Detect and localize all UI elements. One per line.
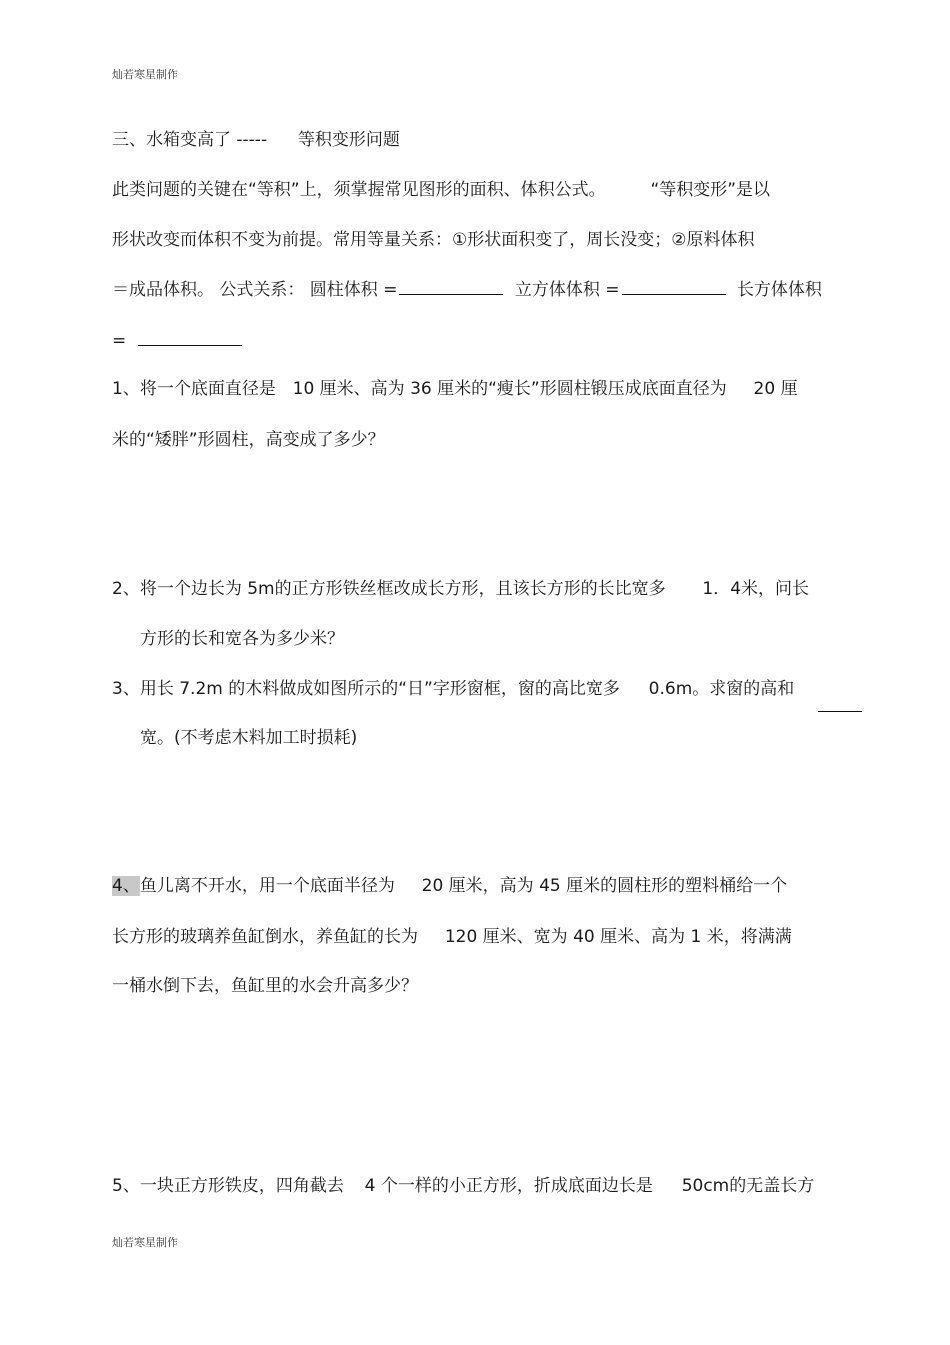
- blank-cube-volume[interactable]: [622, 280, 726, 295]
- problem-1-text-c: 20 厘: [753, 379, 798, 399]
- problem-5-text-a: 5、一块正方形铁皮，四角截去: [112, 1176, 344, 1196]
- problem-2-text-a: 2、将一个边长为 5m的正方形铁丝框改成长方形，且该长方形的长比宽多: [112, 579, 666, 599]
- intro-line-3a: ＝成品体积。 公式关系： 圆柱体积 =: [112, 280, 398, 300]
- problem-4-text-b: 20 厘米，高为 45 厘米的圆柱形的塑料桶给一个: [421, 876, 788, 896]
- intro-line-3: [112, 278, 822, 302]
- section-title-a: 三、水箱变高了: [112, 130, 231, 150]
- problem-1-line-2: 米的“矮胖”形圆柱，高变成了多少？: [112, 430, 385, 450]
- intro-line-2: 形状改变而体积不变为前提。常用等量关系：①形状面积变了，周长没变；②原料体积: [112, 230, 755, 250]
- problem-3-text-b: 0.6m。求窗的高和: [648, 679, 795, 699]
- intro-line-1a: 此类问题的关键在“等积”上，须掌握常见图形的面积、体积公式。: [112, 180, 606, 200]
- section-title: [112, 128, 400, 152]
- problem-1-text-b: 10 厘米、高为 36 厘米的“瘦长”形圆柱锻压成底面直径为: [292, 379, 727, 399]
- problem-4-text-d: 120 厘米、宽为 40 厘米、高为 1 米，将满满: [444, 927, 792, 947]
- problem-1-line-1: [112, 377, 798, 401]
- problem-5-text-b: 4 个一样的小正方形，折成底面边长是: [364, 1176, 653, 1196]
- intro-line-3c: 长方体体积: [736, 280, 822, 300]
- problem-4-line-1: [112, 874, 787, 898]
- problem-3-text-a: 3、用长 7.2m 的木料做成如图所示的“日”字形窗框，窗的高比宽多: [112, 679, 620, 699]
- blank-cylinder-volume[interactable]: [399, 280, 503, 295]
- problem-4-text-a: 鱼儿离不开水，用一个底面半径为: [139, 876, 395, 896]
- intro-line-4: [112, 329, 248, 353]
- problem-2-text-b: 1．4米，问长: [702, 579, 810, 599]
- problem-2-line-2: 方形的长和宽各为多少米？: [140, 629, 344, 649]
- problem-4-line-3: 一桶水倒下去，鱼缸里的水会升高多少？: [112, 976, 418, 996]
- intro-line-3b: 立方体体积 =: [514, 280, 620, 300]
- problem-5-line-1: [112, 1174, 814, 1198]
- problem-4-text-c: 长方形的玻璃养鱼缸倒水，养鱼缸的长为: [112, 927, 418, 947]
- problem-3-line-1: [112, 677, 794, 701]
- intro-line-1b: “等积变形”是以: [650, 180, 771, 200]
- intro-line-4-eq: =: [112, 331, 127, 351]
- page-footer: 灿若寒星制作: [112, 1236, 178, 1249]
- intro-line-1: [112, 178, 770, 202]
- problem-1-text-a: 1、将一个底面直径是: [112, 379, 276, 399]
- problem-3-line-2: 宽。(不考虑木料加工时损耗): [140, 728, 358, 748]
- blank-cuboid-volume[interactable]: [138, 331, 242, 346]
- problem-4-number: 4、: [112, 876, 140, 896]
- problem-3-rule: [818, 711, 862, 712]
- page-header: 灿若寒星制作: [112, 68, 178, 81]
- problem-2-line-1: [112, 577, 809, 601]
- problem-4-line-2: [112, 925, 792, 949]
- section-title-b: 等积变形问题: [297, 130, 400, 150]
- problem-5-text-c: 50cm的无盖长方: [681, 1176, 815, 1196]
- section-title-dash: -----: [236, 130, 268, 150]
